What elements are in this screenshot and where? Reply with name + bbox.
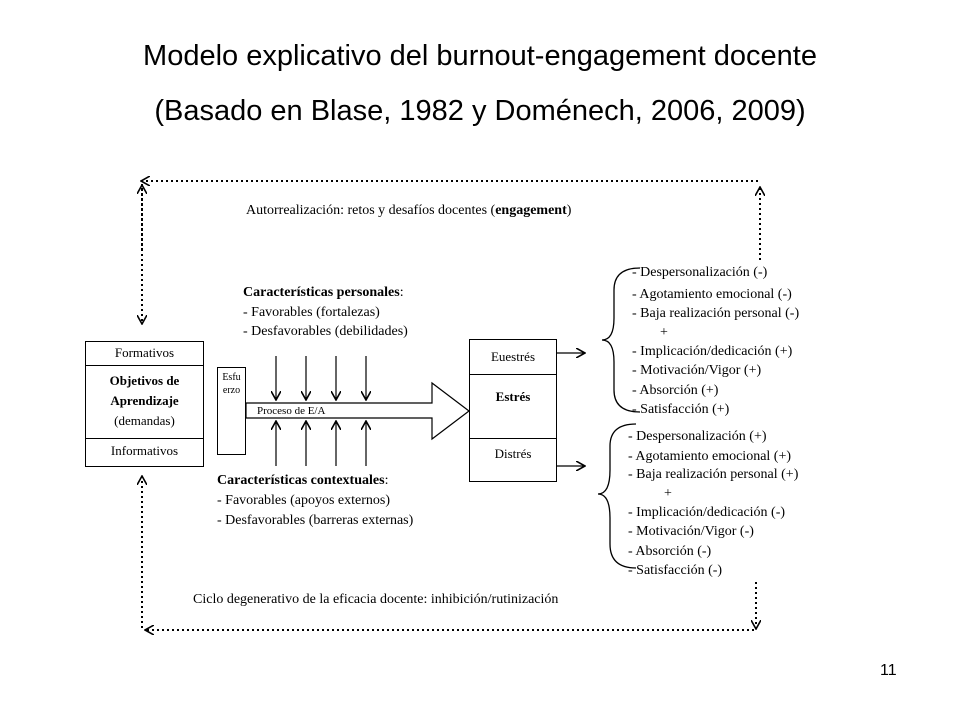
effort-line1: Esfu	[222, 372, 241, 383]
effort-box	[217, 367, 246, 455]
personal-arrows	[276, 356, 366, 399]
personal-item-unfavorable: - Desfavorables (debilidades)	[243, 324, 408, 339]
eustress-outcome: - Absorción (+)	[632, 383, 719, 398]
distress-label: Distrés	[494, 446, 532, 461]
formativos-label: Formativos	[86, 345, 203, 366]
contextual-item-unfavorable: - Desfavorables (barreras externas)	[217, 513, 414, 528]
page-title: Modelo explicativo del burnout-engagement docente	[143, 40, 817, 72]
stress-divider-top	[470, 374, 556, 376]
distress-outcome: - Baja realización personal (+)	[628, 467, 799, 482]
stress-divider-bottom	[470, 438, 556, 440]
page-subtitle: (Basado en Blase, 1982 y Doménech, 2006, 2009)	[154, 95, 806, 127]
bottom-loop-label: Ciclo degenerativo de la eficacia docente: inhibición/rutinización	[193, 592, 559, 607]
eustress-outcome: - Baja realización personal (-)	[632, 306, 800, 321]
contextual-heading: Características contextuales:	[217, 473, 389, 488]
distress-outcome: - Agotamiento emocional (+)	[628, 449, 792, 464]
eustress-outcome: - Agotamiento emocional (-)	[632, 287, 792, 302]
distress-outcome: - Satisfacción (-)	[628, 563, 723, 578]
distress-plus: +	[664, 486, 672, 501]
distress-outcome: - Implicación/dedicación (-)	[628, 505, 786, 520]
process-label: Proceso de E/A	[257, 405, 326, 417]
eustress-outcome: - Motivación/Vigor (+)	[632, 363, 762, 378]
personal-heading: Características personales:	[243, 285, 404, 300]
objectives-box	[85, 341, 204, 467]
eustress-outcome: - Implicación/dedicación (+)	[632, 344, 793, 359]
objectives-line1: Objetivos de	[109, 373, 180, 388]
eustress-outcome: - Despersonalización (-)	[632, 265, 768, 280]
informativos-label: Informativos	[110, 443, 179, 458]
page-number: 11	[880, 662, 897, 679]
stress-label: Estrés	[495, 389, 531, 404]
contextual-arrows	[276, 422, 366, 466]
objectives-line3: (demandas)	[114, 413, 175, 428]
distress-outcome: - Despersonalización (+)	[628, 429, 767, 444]
stress-box	[469, 339, 557, 482]
effort-line2: erzo	[222, 385, 241, 396]
eustress-plus: +	[660, 325, 668, 340]
eustress-label: Euestrés	[490, 349, 536, 364]
top-loop-label: Autorrealización: retos y desafíos docentes (engagement)	[246, 203, 572, 218]
objectives-line2: Aprendizaje	[110, 393, 179, 408]
objectives-divider	[86, 438, 203, 440]
distress-outcome: - Motivación/Vigor (-)	[628, 524, 754, 539]
distress-outcome: - Absorción (-)	[628, 544, 712, 559]
contextual-item-favorable: - Favorables (apoyos externos)	[217, 493, 391, 508]
personal-item-favorable: - Favorables (fortalezas)	[243, 305, 380, 320]
eustress-outcome: - Satisfacción (+)	[632, 402, 730, 417]
